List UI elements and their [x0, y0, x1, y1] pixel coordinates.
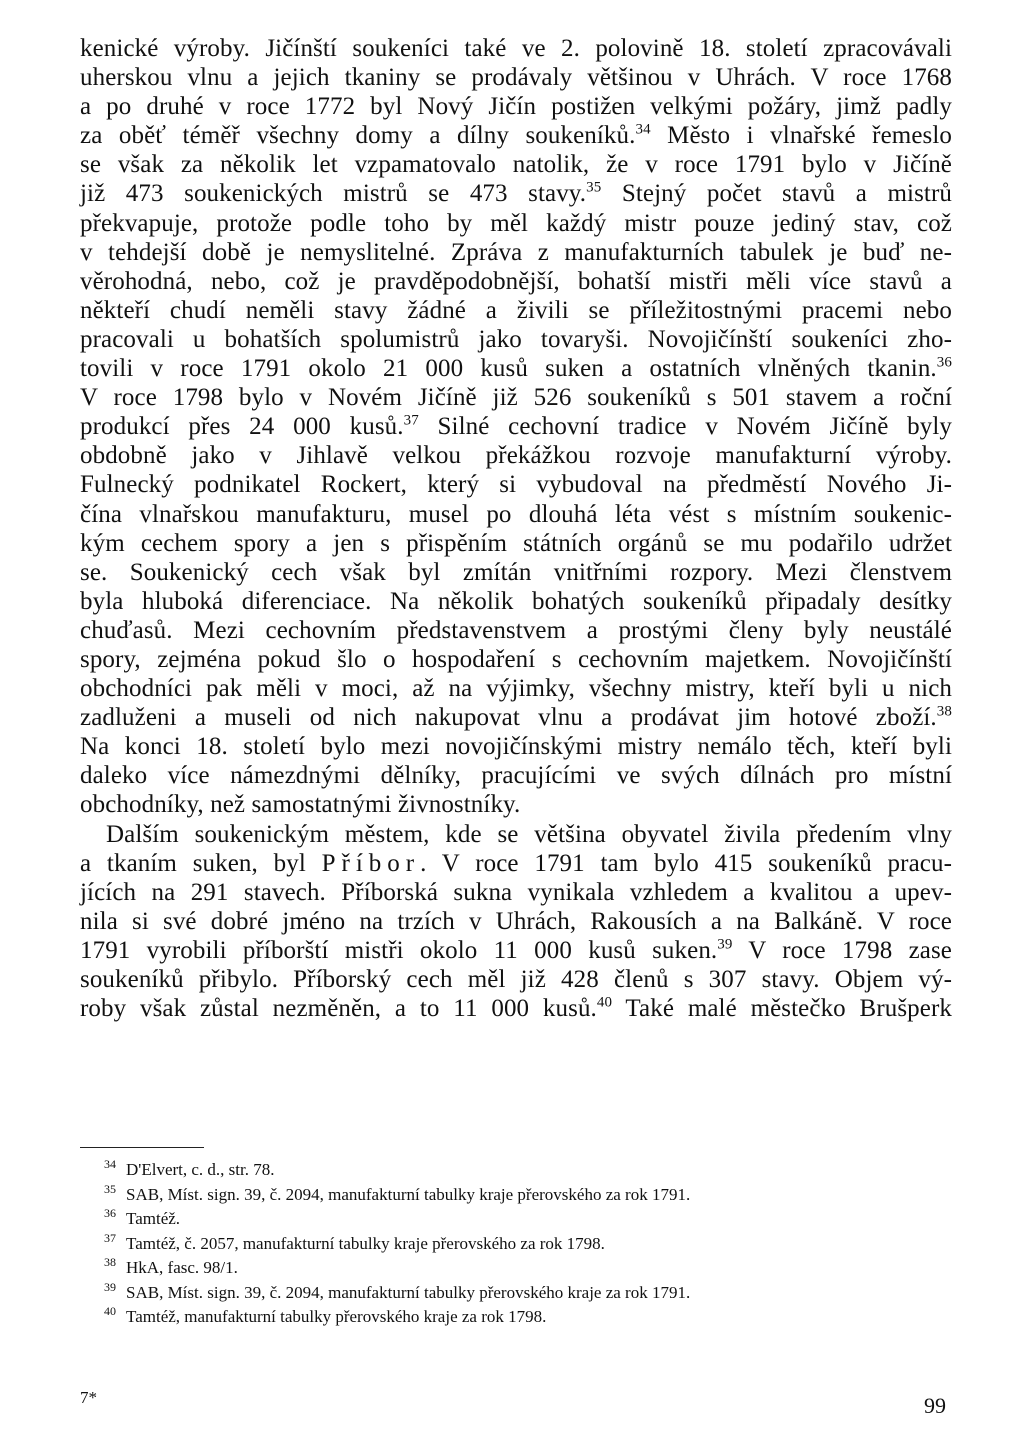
footnote-text: D'Elvert, c. d., str. 78. — [126, 1160, 275, 1179]
footnote: 39 SAB, Míst. sign. 39, č. 2094, manufakturní tabulky přerovského kraje za rok 1791. — [104, 1279, 691, 1302]
paragraph-2 — [80, 820, 952, 1024]
text-line — [80, 267, 952, 296]
text-line — [80, 412, 952, 441]
footnote-ref: 40 — [596, 994, 613, 1011]
line-text: a tkaním suken, byl — [80, 849, 322, 877]
line-text: zadluženi a museli od nich nakupovat vlnu a prodávat jim hotové zboží. — [80, 704, 937, 732]
footnote: 40 Tamtéž, manufakturní tabulky přerovského kraje za rok 1798. — [104, 1304, 547, 1326]
text-line — [80, 121, 952, 150]
spaced-emphasis: Příbor — [321, 849, 421, 877]
footnote-text: Tamtéž, manufakturní tabulky přerovského kraje za rok 1798. — [126, 1307, 547, 1326]
footnote-text: SAB, Míst. sign. 39, č. 2094, manufakturní tabulky přerovského kraje za rok 1791. — [126, 1282, 691, 1302]
line-text: se. Soukenický cech však byl zmítán vnitřními rozpory. Mezi členstvem — [80, 558, 952, 586]
text-line — [80, 383, 952, 412]
line-text: V roce 1798 bylo v Novém Jičíně již 526 soukeníků s 501 stavem a roční — [80, 384, 952, 412]
line-text-cont: . V roce 1791 tam bylo 415 soukeníků pracu- — [420, 849, 952, 877]
line-text: čína vlnařskou manufakturu, musel po dlouhá léta vést s místním soukenic- — [80, 500, 952, 528]
text-line — [80, 994, 952, 1023]
footnote: 38 HkA, fasc. 98/1. — [104, 1255, 238, 1277]
line-text: Na konci 18. století bylo mezi novojičínskými mistry nemálo těch, kteří byli — [80, 733, 952, 761]
line-text: uherskou vlnu a jejich tkaniny se prodávaly většinou v Uhrách. V roce 1768 — [80, 64, 952, 92]
line-text: produkcí přes 24 000 kusů. — [80, 413, 404, 441]
text-line — [80, 674, 952, 703]
line-text: v tehdejší době je nemyslitelné. Zpráva z manufakturních tabulek je buď ne- — [80, 238, 952, 266]
text-line — [80, 529, 952, 558]
line-text: se však za několik let vzpamatovalo natolik, že v roce 1791 bylo v Jičíně — [80, 151, 952, 179]
text-line — [80, 878, 952, 907]
footnote-text: SAB, Míst. sign. 39, č. 2094, manufakturní tabulky kraje přerovského za rok 1791. — [126, 1184, 691, 1204]
footnote: 35 SAB, Míst. sign. 39, č. 2094, manufakturní tabulky kraje přerovského za rok 1791. — [104, 1181, 691, 1204]
line-text: již 473 soukenických mistrů se 473 stavy. — [80, 180, 587, 208]
line-text: Dalším soukenickým městem, kde se většina obyvatel živila předením vlny — [106, 820, 952, 848]
footnote-text: Tamtéž. — [126, 1209, 181, 1228]
text-line — [80, 209, 952, 238]
line-text-cont: Silné cechovní tradice v Novém Jičíně byly — [418, 413, 952, 441]
line-text: věrohodná, nebo, což je pravděpodobnější, bohatší mistři měli více stavů a — [80, 267, 952, 295]
text-line — [80, 325, 952, 354]
text-line — [80, 92, 952, 121]
text-line — [80, 441, 952, 470]
text-line — [80, 965, 952, 994]
line-text: spory, zejména pokud šlo o hospodaření s cechovním majetkem. Novojičínští — [80, 645, 952, 673]
line-text: nila si své dobré jméno na trzích v Uhrách, Rakousích a na Balkáně. V roce — [80, 907, 952, 935]
line-text: pracovali u bohatších spolumistrů jako tovaryši. Novojičínští soukeníci zho- — [80, 325, 952, 353]
line-text-cont: Také malé městečko Brušperk — [612, 995, 952, 1023]
footnote-ref: 35 — [586, 180, 602, 197]
line-text-cont: V roce 1798 zase — [732, 936, 952, 964]
footnote-rule — [80, 1147, 204, 1148]
text-line — [80, 63, 952, 92]
text-line — [80, 849, 952, 878]
line-text: Fulnecký podnikatel Rockert, který si vybudoval na předměstí Nového Ji- — [80, 471, 952, 499]
line-text: chuďasů. Mezi cechovním představenstvem a prostými členy byly neustálé — [80, 616, 952, 644]
line-text: kým cechem spory a jen s přispěním státních orgánů se mu podařilo udržet — [80, 529, 952, 557]
line-text: někteří chudí neměli stavy žádné a živili se příležitostnými pracemi nebo — [80, 296, 952, 324]
text-line — [80, 761, 952, 790]
text-line — [80, 470, 952, 499]
line-text: 1791 vyrobili příborští mistři okolo 11 000 kusů suken. — [80, 936, 718, 964]
paragraph-1 — [80, 34, 952, 820]
line-text: a po druhé v roce 1772 byl Nový Jičín postižen velkými požáry, jimž padly — [80, 93, 952, 121]
line-text: obchodníky, než samostatnými živnostníky. — [80, 791, 521, 819]
footnote-text: HkA, fasc. 98/1. — [126, 1258, 238, 1277]
line-text: kenické výroby. Jičínští soukeníci také ve 2. polovině 18. století zpracovávali — [80, 35, 952, 62]
text-line — [80, 645, 952, 674]
text-line — [80, 150, 952, 179]
text-line — [80, 907, 952, 936]
line-text: roby však zůstal nezměněn, a to 11 000 kusů. — [80, 995, 597, 1023]
footnote: 34 D'Elvert, c. d., str. 78. — [104, 1157, 275, 1179]
text-line — [80, 790, 952, 819]
line-text: soukeníků přibylo. Příborský cech měl již 428 členů s 307 stavy. Objem vý- — [80, 966, 952, 993]
signature-mark: 7* — [80, 1388, 97, 1407]
footnote-ref: 34 — [635, 121, 651, 138]
footnote-ref: 38 — [936, 703, 952, 720]
footnote-ref: 37 — [403, 412, 419, 429]
line-text: byla hluboká diferenciace. Na několik bohatých soukeníků připadaly desítky — [80, 587, 952, 615]
footnotes — [104, 1158, 954, 1330]
text-line — [80, 238, 952, 267]
text-line — [80, 296, 952, 325]
line-text: obchodníci pak měli v moci, až na výjimky, všechny mistry, kteří byli u nich — [80, 675, 952, 703]
text-line — [80, 587, 952, 616]
text-line — [80, 820, 952, 849]
footnote-ref: 39 — [717, 936, 733, 953]
text-line — [80, 616, 952, 645]
text-line — [80, 558, 952, 587]
line-text: překvapuje, protože podle toho by měl každý mistr pouze jediný stav, což — [80, 209, 952, 237]
line-text: obdobně jako v Jihlavě velkou překážkou rozvoje manufakturní výroby. — [80, 442, 952, 470]
body-text — [80, 34, 952, 1023]
footnote: 36 Tamtéž. — [104, 1206, 181, 1228]
text-line — [80, 500, 952, 529]
line-text: jících na 291 stavech. Příborská sukna vynikala vzhledem a kvalitou a upev- — [80, 878, 952, 906]
line-text: daleko více námezdnými dělníky, pracujícími ve svých dílnách pro místní — [80, 762, 952, 790]
text-line — [80, 354, 952, 383]
line-text-cont: Stejný počet stavů a mistrů — [601, 180, 952, 208]
page-number: 99 — [924, 1393, 946, 1418]
footnote: 37 Tamtéž, č. 2057, manufakturní tabulky kraje přerovského za rok 1798. — [104, 1230, 605, 1253]
line-text: tovili v roce 1791 okolo 21 000 kusů suken a ostatních vlněných tkanin. — [80, 355, 937, 383]
line-text: za oběť téměř všechny domy a dílny soukeníků. — [80, 122, 636, 150]
text-line — [80, 179, 952, 208]
text-line — [80, 34, 952, 63]
footnote-ref: 36 — [936, 354, 952, 371]
footnote-text: Tamtéž, č. 2057, manufakturní tabulky kraje přerovského za rok 1798. — [126, 1233, 605, 1253]
line-text-cont: Město i vlnařské řemeslo — [650, 122, 952, 150]
text-line — [80, 936, 952, 965]
text-line — [80, 703, 952, 732]
text-line — [80, 732, 952, 761]
